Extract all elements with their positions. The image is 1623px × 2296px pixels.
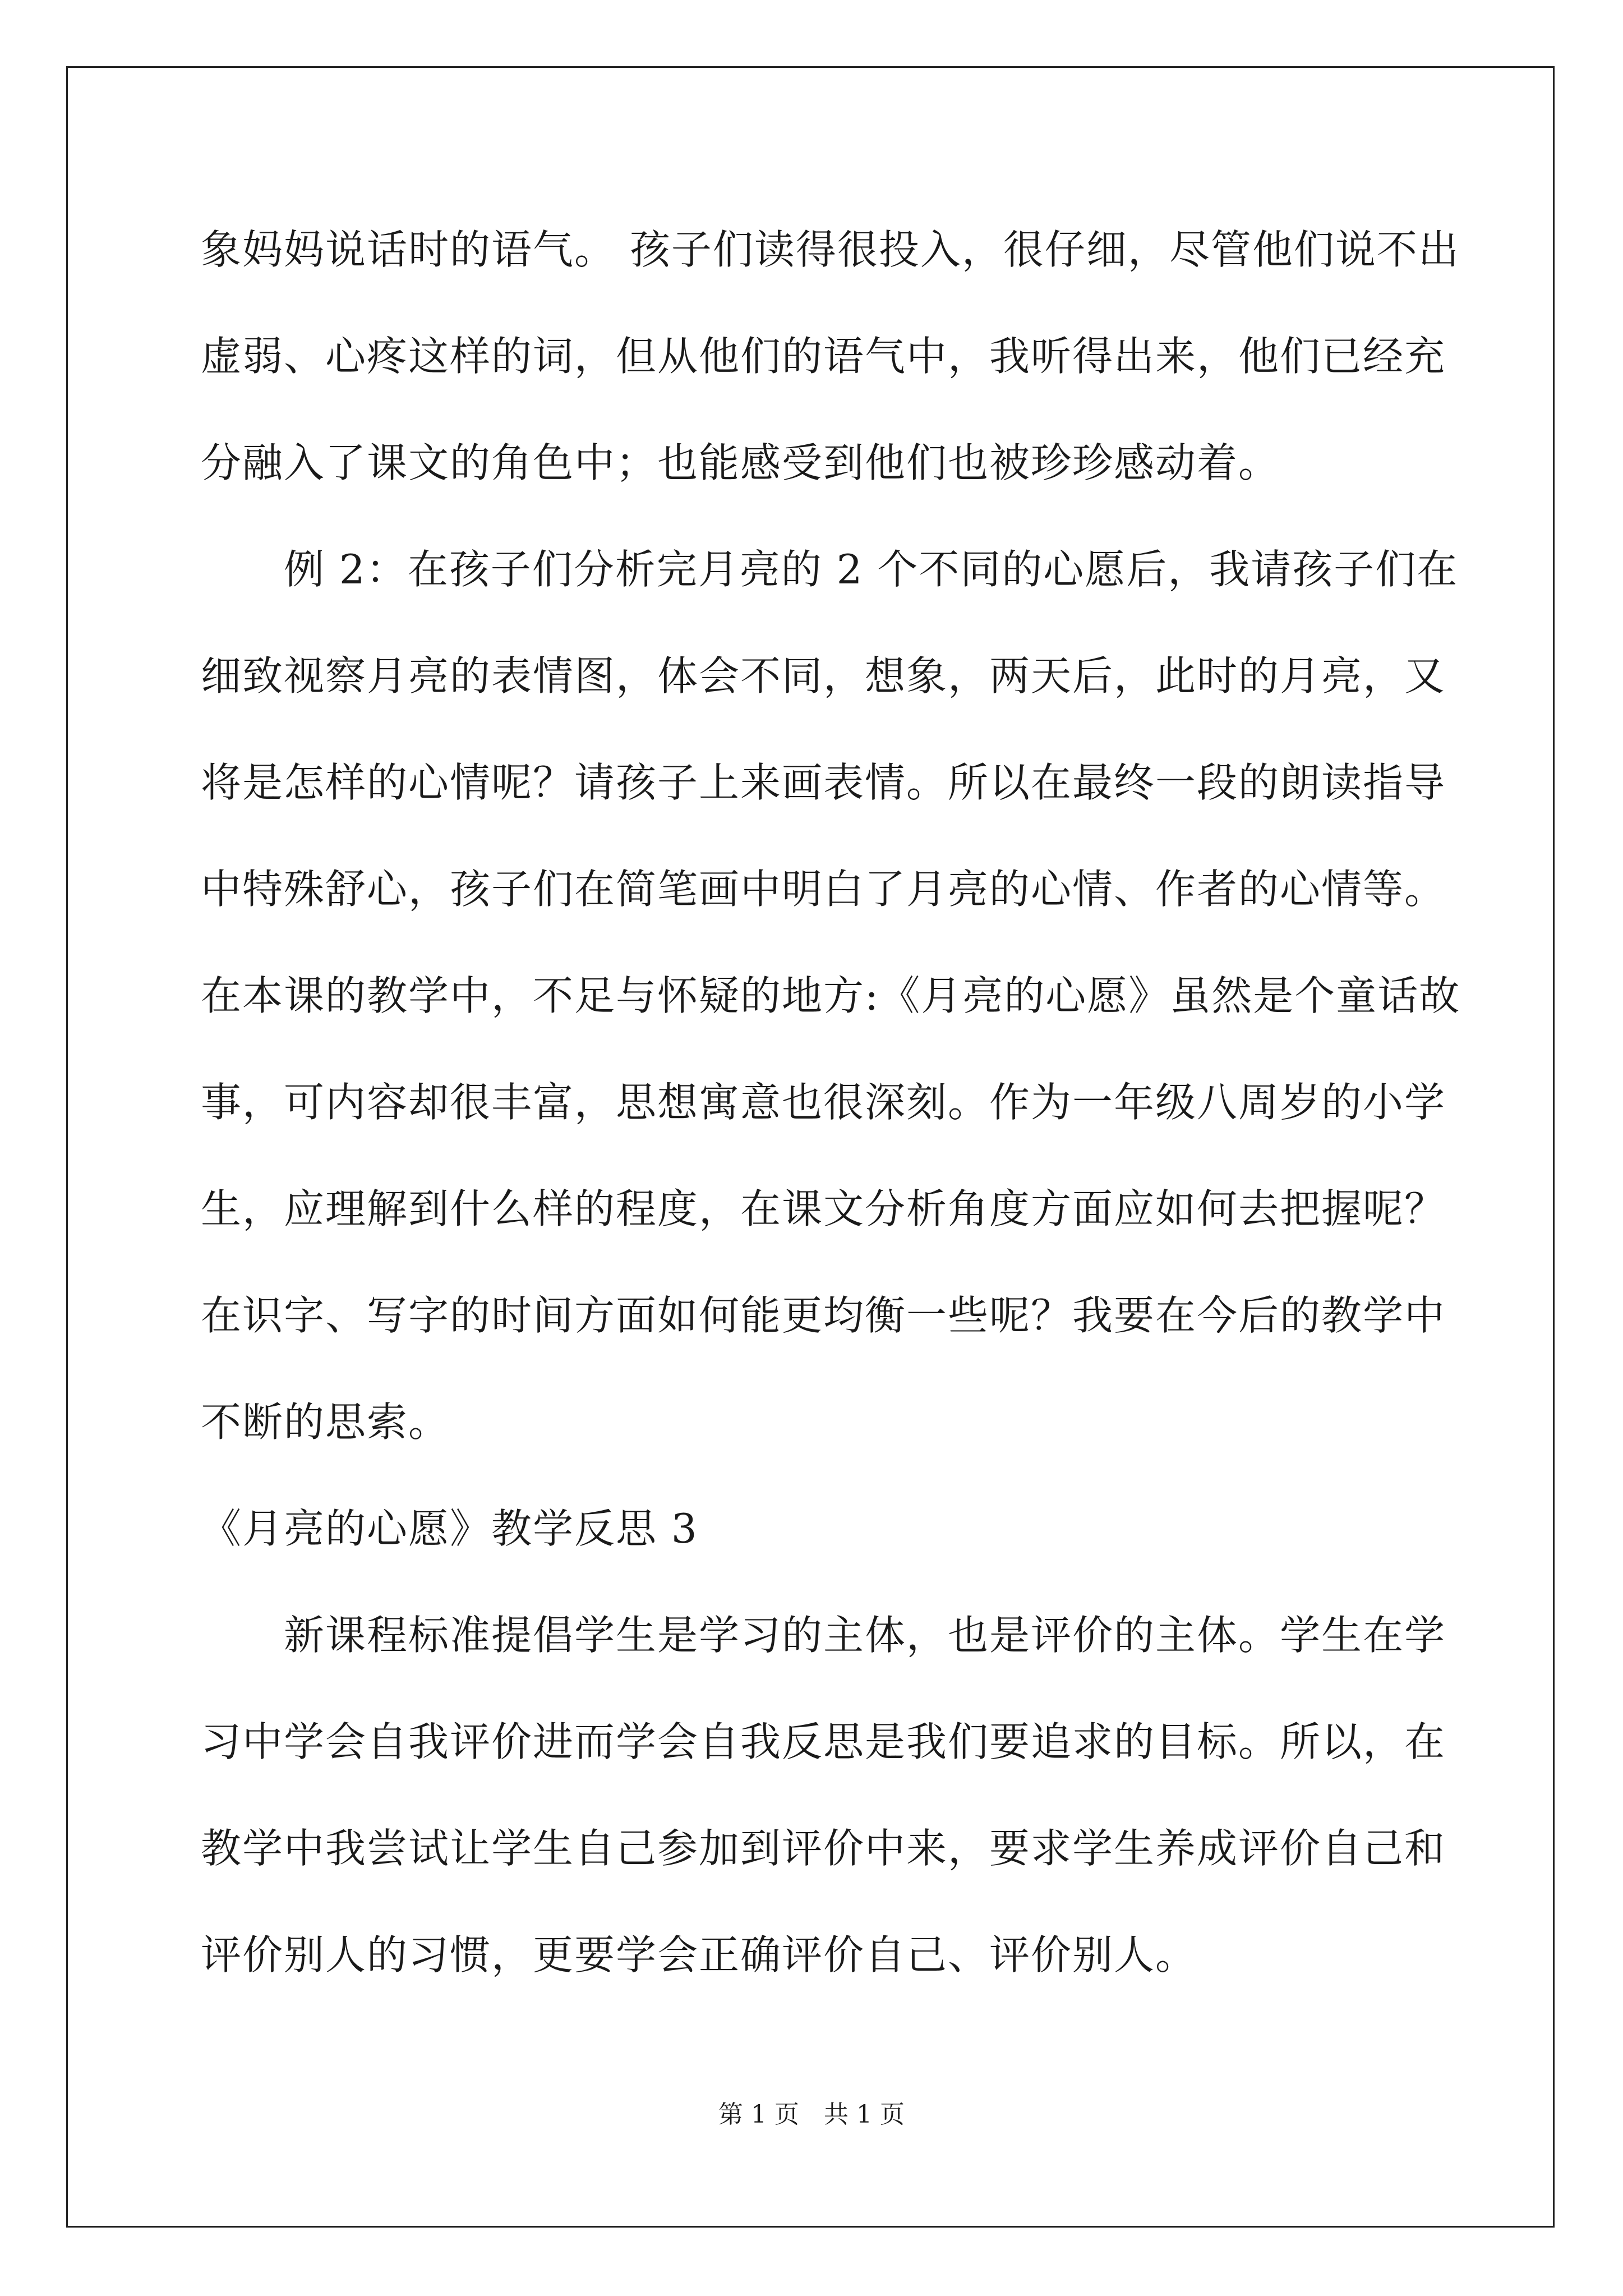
section-heading: 《月亮的心愿》教学反思 3 [201, 1505, 698, 1552]
text-line: 生，应理解到什么样的程度，在课文分析角度方面应如何去把握呢？ [201, 1185, 1446, 1232]
text-line: 例 2：在孩子们分析完月亮的 2 个不同的心愿后，我请孩子们在 [201, 546, 1459, 593]
page-footer: 第 1 页 共 1 页 [718, 2100, 905, 2129]
text-line: 虚弱、心疼这样的词，但从他们的语气中，我听得出来，他们已经充 [201, 333, 1446, 380]
text-line: 在识字、写字的时间方面如何能更均衡一些呢？我要在今后的教学中 [201, 1292, 1446, 1339]
text-line: 细致视察月亮的表情图，体会不同，想象，两天后，此时的月亮，又 [201, 652, 1446, 700]
text-line: 新课程标准提倡学生是学习的主体，也是评价的主体。学生在学 [201, 1612, 1446, 1659]
text-line: 将是怎样的心情呢？请孩子上来画表情。所以在最终一段的朗读指导 [201, 759, 1446, 806]
text-line: 在本课的教学中，不足与怀疑的地方:《月亮的心愿》虽然是个童话故 [201, 972, 1461, 1019]
text-line: 中特殊舒心，孩子们在简笔画中明白了月亮的心情、作者的心情等。 [201, 866, 1446, 913]
text-line: 教学中我尝试让学生自己参加到评价中来，要求学生养成评价自己和 [201, 1825, 1446, 1872]
text-line: 分融入了课文的角色中；也能感受到他们也被珍珍感动着。 [201, 439, 1280, 486]
text-line: 习中学会自我评价进而学会自我反思是我们要追求的目标。所以，在 [201, 1718, 1446, 1765]
text-line: 象妈妈说话时的语气。 孩子们读得很投入，很仔细，尽管他们说不出 [201, 226, 1460, 273]
text-line: 不断的思索。 [201, 1398, 450, 1446]
text-line: 事，可内容却很丰富，思想寓意也很深刻。作为一年级八周岁的小学 [201, 1079, 1446, 1126]
text-line: 评价别人的习惯，更要学会正确评价自己、评价别人。 [201, 1931, 1197, 1978]
document-body [201, 216, 1461, 2028]
